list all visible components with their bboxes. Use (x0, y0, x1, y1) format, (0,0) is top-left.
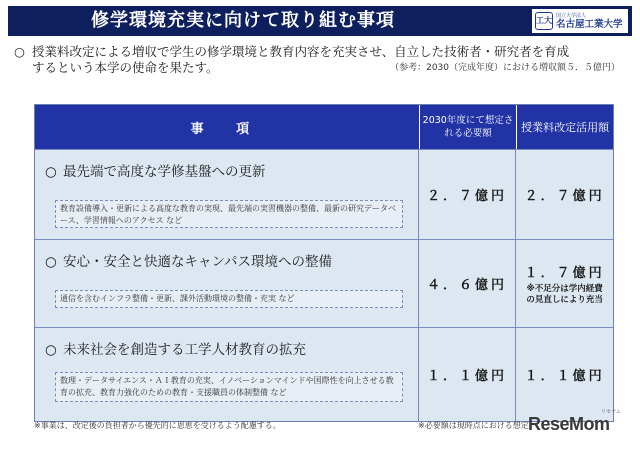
header-item: 事 項 (190, 121, 264, 137)
logo-mark-icon: 工大 (535, 12, 553, 30)
row-detail: 通信を含むインフラ整備・更新、課外活動環境の整備・充実 など (55, 290, 403, 308)
header-needed-amount: 2030年度にて想定される必要額 (419, 105, 517, 149)
row-title: ○ 未来社会を創造する工学人材教育の拡充 (45, 342, 306, 358)
circle-bullet-icon: ○ (45, 254, 57, 270)
footnote-priority: ※事業は、改定後の負担者から優先的に恩恵を受けるよう配慮する。 (34, 421, 281, 430)
university-logo (532, 9, 628, 33)
page-title: 修学環境充実に向けて取り組む事項 (91, 10, 395, 31)
header-bar (8, 6, 632, 36)
table-row (35, 149, 613, 239)
needed-amount: ４．６億円 (427, 278, 508, 293)
logo-small-text: 国立大学法人 (556, 12, 587, 19)
row-detail: 数理・データサイエンス・ＡＩ教育の充実、イノベーションマインドや国際性を向上させる教育の拡充、教育力強化のための教育・支援職員の体制整備 など (55, 372, 403, 402)
resemom-watermark: ReseMom (528, 414, 610, 434)
row-title: ○ 最先端で高度な学修基盤への更新 (45, 164, 266, 180)
circle-bullet-icon: ○ (45, 342, 57, 358)
needed-amount: １．１億円 (427, 369, 508, 384)
logo-main-text: 名古屋工業大学 (556, 18, 623, 30)
fee-note: ※不足分は学内経費 の見直しにより充当 (526, 283, 603, 305)
measures-table (34, 104, 614, 422)
table-row (35, 239, 613, 327)
row-title: ○ 安心・安全と快適なキャンパス環境への整備 (45, 254, 333, 270)
circle-bullet-icon: ○ (45, 164, 57, 180)
fee-amount: １．１億円 (524, 369, 605, 384)
fee-amount: ２．７億円 (524, 189, 605, 204)
footnote-estimate: ※必要額は現時点における想定 (418, 421, 529, 430)
fee-amount: １．７億円 (524, 265, 605, 281)
intro-text (14, 44, 626, 76)
resemom-watermark-sub: リセマム (601, 409, 621, 415)
header-fee-amount: 授業料改定活用額 (516, 105, 613, 149)
row-detail: 教育設備導入・更新による高度な教育の実現、最先端の実習機器の整備、最新の研究データベース、学習情報へのアクセス など (55, 200, 403, 228)
intro-line-1: 授業料改定による増収で学生の修学環境と教育内容を充実させ、自立した技術者・研究者を育成 (32, 44, 570, 59)
intro-reference-note: （参考：2030（完成年度）における増収額５．５億円） (390, 63, 620, 73)
intro-bullet-icon: ○ (14, 44, 25, 59)
table-header (35, 105, 613, 149)
needed-amount: ２．７億円 (427, 189, 508, 204)
table-row (35, 327, 613, 421)
intro-line-2: するという本学の使命を果たす。 (32, 60, 219, 75)
